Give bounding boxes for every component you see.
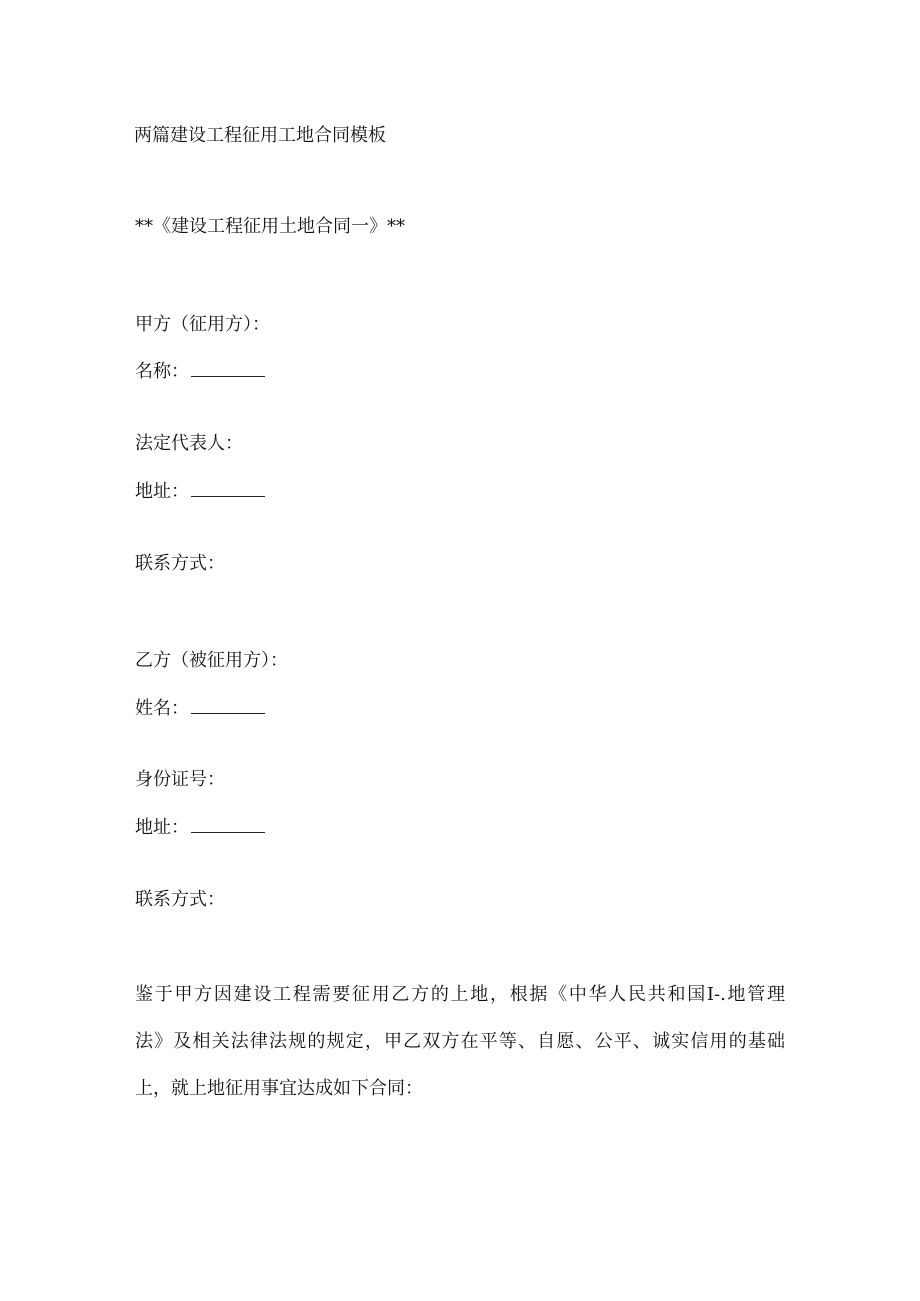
preamble-line: 上，就上地征用事宜达成如下合同： [135,1078,423,1099]
party-b-name-blank [191,697,265,714]
preamble-line: 鉴于甲方因建设工程需要征用乙方的上地，根据《中华人民共和国I-.地管理 [135,984,785,1005]
party-a-address-row [135,480,265,504]
party-a-heading: 甲方（征用方）： [135,314,270,335]
party-b-contact-label: 联系方式： [135,889,225,910]
document-title: 两篇建设工程征用工地合同模板 [134,125,386,146]
party-b-address-row [135,816,265,840]
party-b-name-row [135,697,265,721]
preamble-paragraph [135,983,785,1124]
party-a-name-label: 名称： [135,361,189,382]
party-a-name-row [135,360,265,384]
party-a-contact-label: 联系方式： [135,553,225,574]
contract-subtitle: **《建设工程征用土地合同一》** [135,216,405,237]
party-a-address-label: 地址： [135,481,189,502]
party-b-id-label: 身份证号： [135,769,225,790]
party-b-name-label: 姓名： [135,698,189,719]
party-a-name-blank [191,360,265,377]
party-a-rep-label: 法定代表人： [135,433,243,454]
party-b-address-blank [191,816,265,833]
preamble-line: 法》及相关法律法规的规定，甲乙双方在平等、自愿、公平、诚实信用的基础 [135,1031,785,1052]
party-b-address-label: 地址： [135,817,189,838]
party-b-heading: 乙方（被征用方）： [135,650,288,671]
party-a-address-blank [191,480,265,497]
